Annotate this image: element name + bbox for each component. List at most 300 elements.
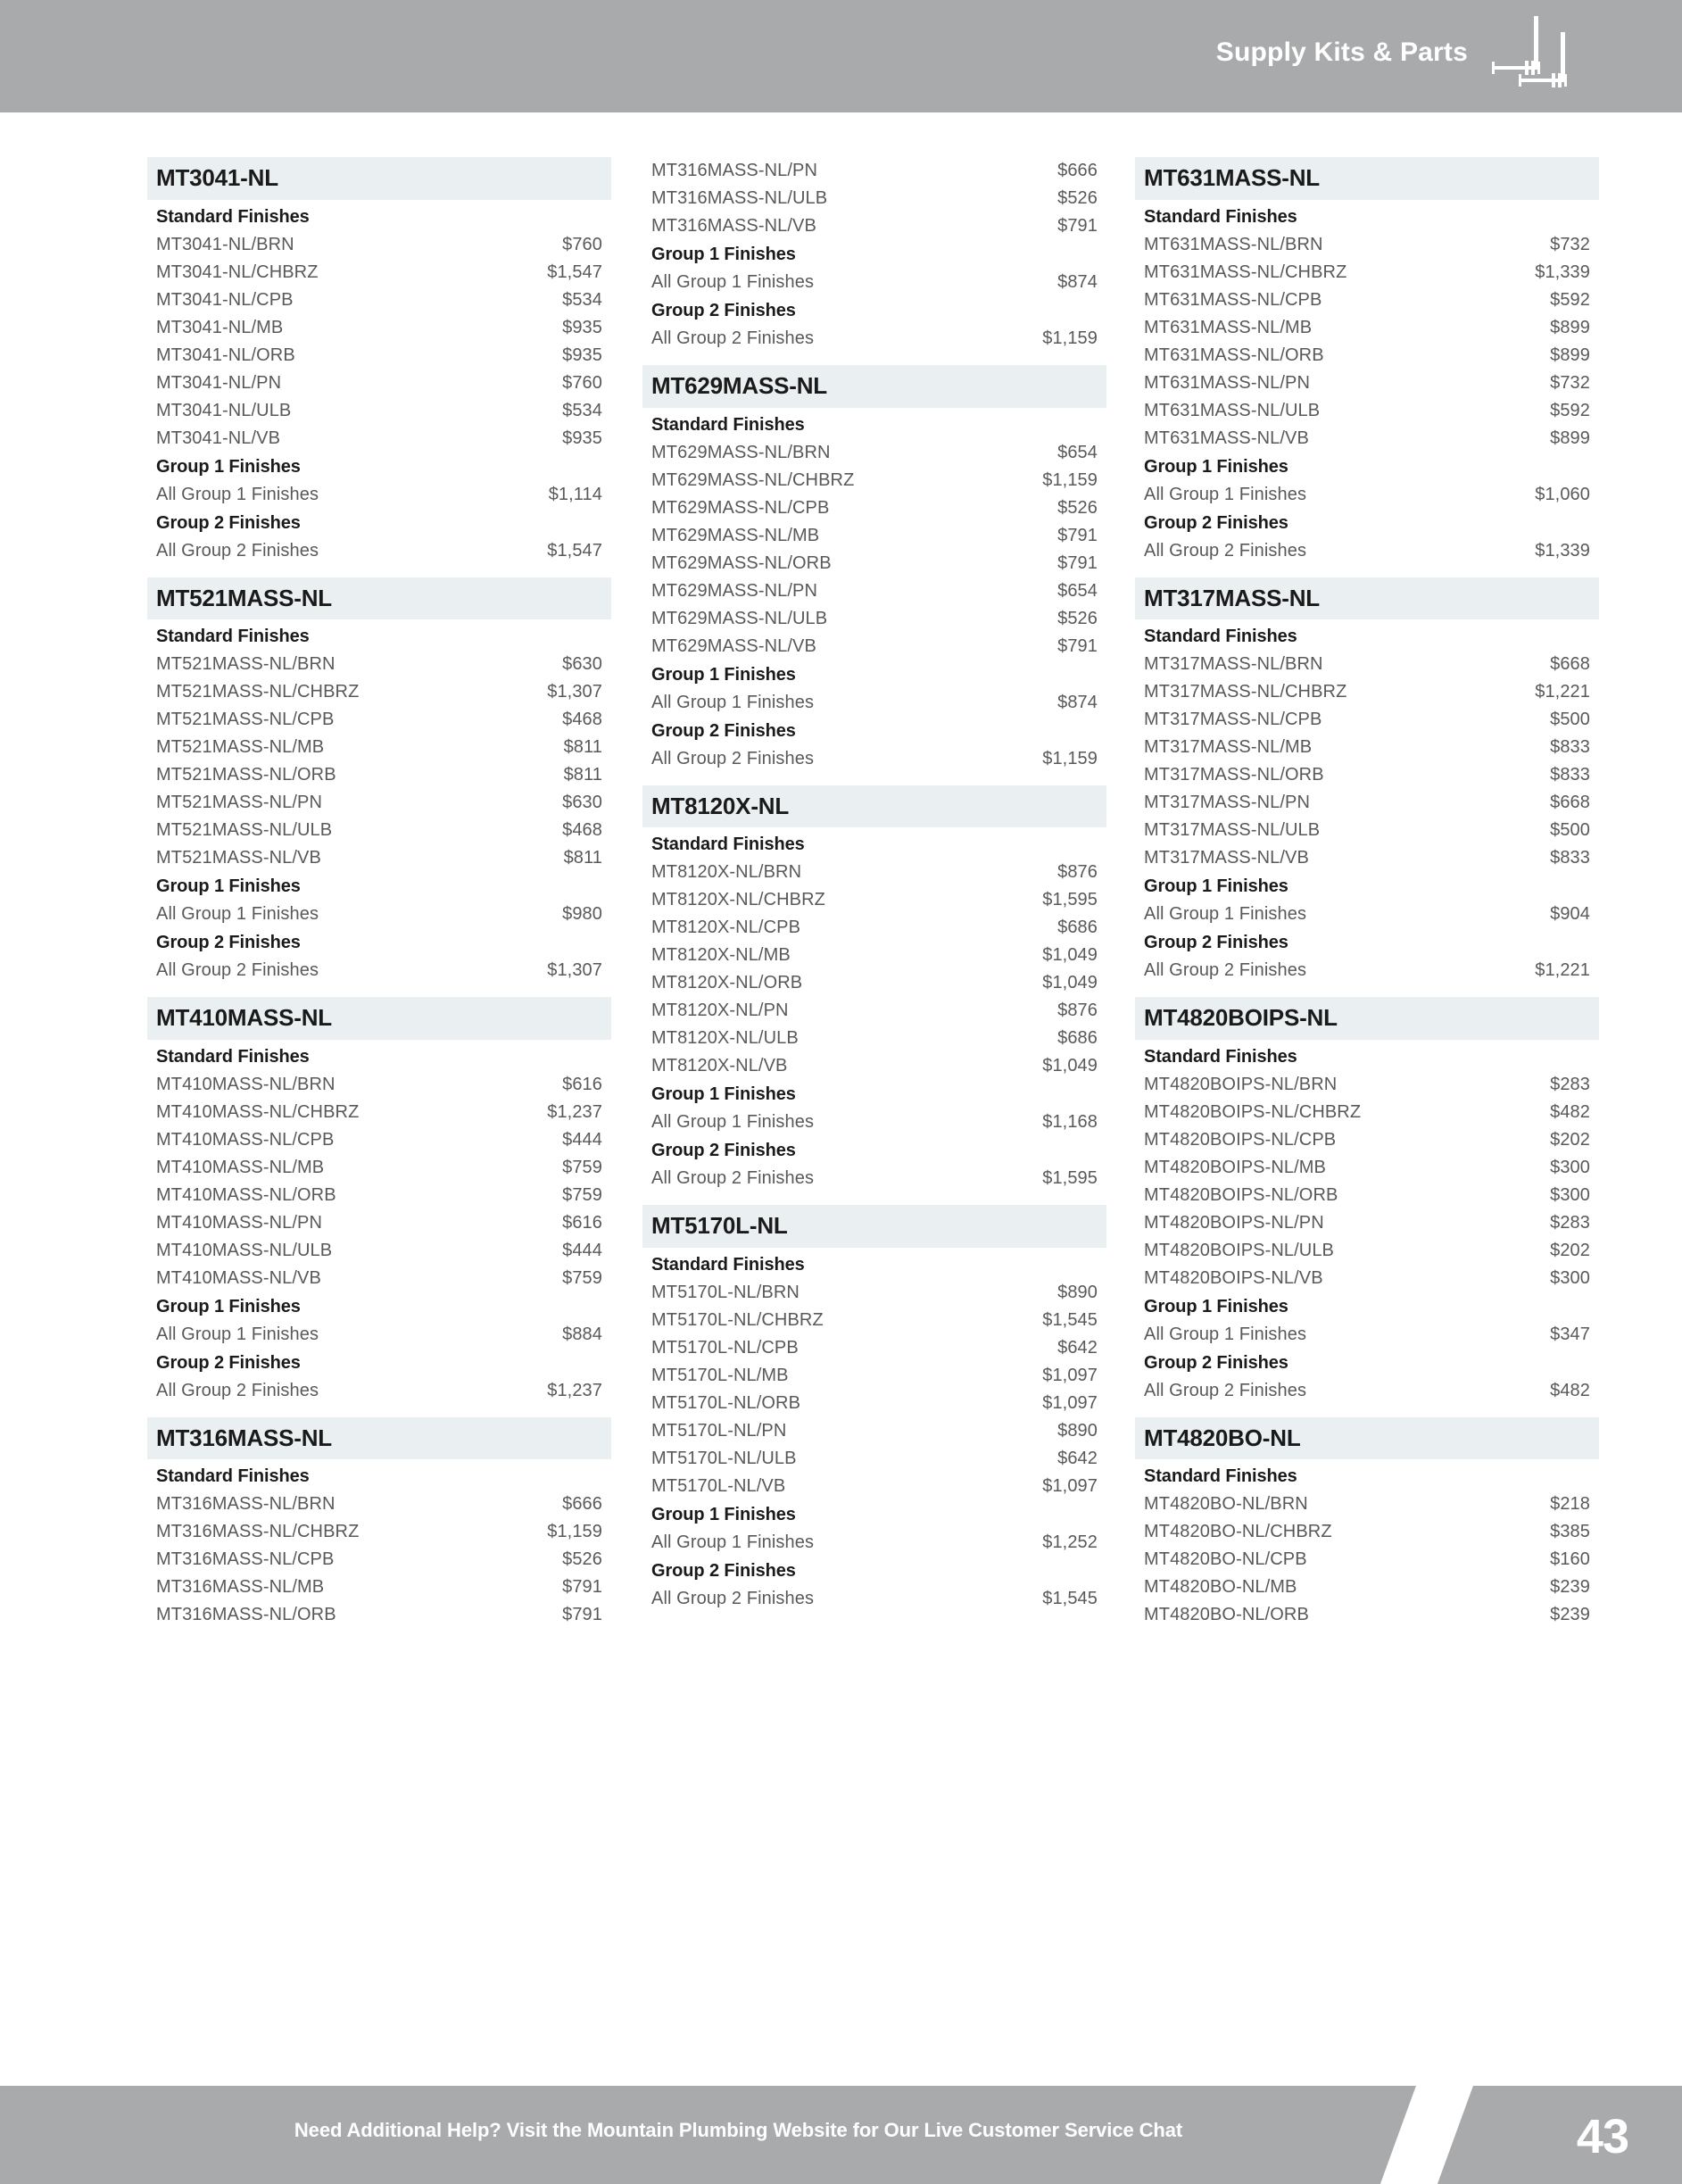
row-price: $1,049 [1042, 973, 1098, 993]
row-label: MT4820BO-NL/MB [1144, 1577, 1297, 1598]
row-price: $468 [562, 820, 602, 841]
group-2-price-row [642, 325, 1106, 353]
row-label: MT629MASS-NL/PN [651, 580, 817, 601]
row-price: $239 [1550, 1605, 1590, 1625]
finish-price-row [642, 914, 1106, 942]
finish-price-row [147, 1154, 611, 1182]
group-2-finishes-heading: Group 2 Finishes [651, 1560, 796, 1581]
row-label: MT4820BOIPS-NL/PN [1144, 1212, 1324, 1233]
finish-price-row [147, 761, 611, 789]
row-price: $526 [1057, 608, 1098, 628]
row-label: MT629MASS-NL/BRN [651, 442, 831, 462]
finish-price-row [642, 605, 1106, 633]
sku-section-header: MT410MASS-NL [147, 997, 611, 1040]
group-1-price-row [642, 689, 1106, 717]
row-label: MT5170L-NL/ULB [651, 1448, 797, 1468]
row-price: $884 [562, 1324, 602, 1344]
finish-price-row [1135, 734, 1599, 761]
finish-price-row [147, 844, 611, 872]
standard-finishes-heading: Standard Finishes [651, 1254, 805, 1275]
row-label: MT631MASS-NL/BRN [1144, 234, 1323, 254]
row-label: All Group 2 Finishes [156, 1380, 319, 1400]
group-1-price-row [147, 1321, 611, 1349]
row-label: MT3041-NL/VB [156, 428, 281, 448]
row-label: MT4820BOIPS-NL/MB [1144, 1157, 1326, 1177]
standard-finishes-heading: Standard Finishes [651, 835, 805, 855]
group-2-finishes-heading: Group 2 Finishes [1144, 933, 1288, 953]
row-label: MT521MASS-NL/PN [156, 793, 322, 813]
group-1-finishes-heading: Group 1 Finishes [156, 876, 301, 897]
row-label: All Group 1 Finishes [1144, 1324, 1307, 1344]
finish-price-row [642, 859, 1106, 886]
row-label: MT631MASS-NL/CHBRZ [1144, 262, 1347, 282]
row-label: All Group 2 Finishes [1144, 960, 1307, 981]
finish-price-row [147, 1126, 611, 1154]
row-price: $616 [562, 1074, 602, 1094]
row-price: $468 [562, 710, 602, 730]
row-label: All Group 1 Finishes [651, 272, 815, 292]
finish-price-row [642, 577, 1106, 605]
row-label: All Group 2 Finishes [651, 1588, 815, 1608]
finish-price-row [642, 997, 1106, 1025]
finish-price-row [1135, 1518, 1599, 1546]
row-price: $500 [1550, 710, 1590, 730]
row-label: MT4820BO-NL/ORB [1144, 1605, 1309, 1625]
group-1-price-row [147, 901, 611, 928]
standard-finishes-heading: Standard Finishes [1144, 627, 1297, 647]
row-label: MT410MASS-NL/MB [156, 1157, 325, 1177]
row-label: MT631MASS-NL/PN [1144, 372, 1310, 393]
row-price: $1,252 [1042, 1532, 1098, 1552]
row-price: $666 [562, 1494, 602, 1515]
standard-finishes-heading: Standard Finishes [1144, 206, 1297, 227]
row-price: $1,547 [547, 540, 602, 561]
finish-price-row [147, 1574, 611, 1601]
finish-price-row [642, 886, 1106, 914]
finish-price-row [147, 1099, 611, 1126]
finish-price-row [642, 1052, 1106, 1080]
row-price: $1,097 [1042, 1365, 1098, 1385]
finish-price-row [147, 651, 611, 678]
row-label: MT8120X-NL/BRN [651, 862, 802, 883]
group-2-finishes-heading: Group 2 Finishes [1144, 512, 1288, 533]
row-price: $876 [1057, 1001, 1098, 1021]
row-label: MT8120X-NL/CHBRZ [651, 890, 825, 910]
row-price: $759 [562, 1157, 602, 1177]
row-price: $1,545 [1042, 1588, 1098, 1608]
row-price: $1,221 [1535, 960, 1590, 981]
row-price: $890 [1057, 1420, 1098, 1441]
row-price: $791 [1057, 525, 1098, 545]
row-price: $791 [562, 1577, 602, 1598]
row-price: $791 [1057, 635, 1098, 656]
finish-price-row [1135, 1071, 1599, 1099]
finish-price-row [1135, 651, 1599, 678]
finish-price-row [147, 370, 611, 397]
row-price: $686 [1057, 918, 1098, 938]
row-label: MT5170L-NL/ORB [651, 1392, 801, 1413]
row-price: $1,307 [547, 960, 602, 981]
row-price: $283 [1550, 1212, 1590, 1233]
row-label: MT521MASS-NL/VB [156, 848, 321, 868]
row-label: MT316MASS-NL/ULB [651, 188, 828, 208]
group-1-price-row [1135, 1321, 1599, 1349]
row-price: $1,159 [1042, 748, 1098, 768]
group-1-price-row [147, 481, 611, 509]
group-2-price-row [642, 745, 1106, 773]
row-price: $300 [1550, 1157, 1590, 1177]
row-label: MT5170L-NL/CPB [651, 1337, 799, 1358]
row-price: $874 [1057, 272, 1098, 292]
row-label: All Group 1 Finishes [651, 1532, 815, 1552]
finish-price-row [642, 157, 1106, 185]
group-2-finishes-heading: Group 2 Finishes [651, 301, 796, 320]
finish-price-row [147, 1491, 611, 1518]
row-label: MT410MASS-NL/CHBRZ [156, 1101, 360, 1122]
finish-price-row [642, 439, 1106, 467]
finish-price-row [1135, 678, 1599, 706]
row-price: $1,595 [1042, 890, 1098, 910]
row-price: $654 [1057, 580, 1098, 601]
row-price: $347 [1550, 1324, 1590, 1344]
row-label: MT631MASS-NL/ORB [1144, 345, 1324, 365]
row-price: $874 [1057, 692, 1098, 712]
finish-price-row [1135, 1491, 1599, 1518]
row-label: MT410MASS-NL/PN [156, 1212, 322, 1233]
row-label: MT5170L-NL/VB [651, 1475, 786, 1496]
finish-price-row [642, 942, 1106, 969]
page-title: Supply Kits & Parts [1215, 37, 1468, 67]
row-label: MT410MASS-NL/VB [156, 1267, 321, 1288]
row-label: MT317MASS-NL/MB [1144, 737, 1313, 758]
finish-price-row [1135, 342, 1599, 370]
row-label: MT3041-NL/MB [156, 317, 284, 337]
finish-price-row [1135, 286, 1599, 314]
finish-price-row [642, 494, 1106, 522]
standard-finishes-heading: Standard Finishes [651, 414, 805, 435]
row-price: $1,049 [1042, 1056, 1098, 1076]
group-1-finishes-heading: Group 1 Finishes [156, 1296, 301, 1316]
finish-price-row [147, 342, 611, 370]
group-2-finishes-heading: Group 2 Finishes [651, 720, 796, 741]
finish-price-row [147, 734, 611, 761]
finish-price-row [1135, 425, 1599, 453]
row-label: MT410MASS-NL/ULB [156, 1240, 333, 1260]
row-price: $239 [1550, 1577, 1590, 1598]
price-list-content [0, 112, 1682, 2076]
row-label: MT8120X-NL/MB [651, 945, 791, 966]
price-column-1 [147, 157, 611, 1629]
finish-price-row [147, 425, 611, 453]
finish-price-row [147, 259, 611, 286]
row-label: MT629MASS-NL/CHBRZ [651, 469, 855, 490]
row-label: MT631MASS-NL/MB [1144, 317, 1313, 337]
group-2-price-row [147, 537, 611, 565]
finish-price-row [1135, 761, 1599, 789]
row-price: $833 [1550, 765, 1590, 785]
row-price: $616 [562, 1212, 602, 1233]
finish-price-row [642, 1334, 1106, 1362]
finish-price-row [1135, 1601, 1599, 1629]
row-price: $759 [562, 1184, 602, 1205]
row-label: MT4820BO-NL/BRN [1144, 1494, 1308, 1515]
row-price: $1,168 [1042, 1112, 1098, 1133]
finish-price-row [1135, 1265, 1599, 1292]
row-price: $300 [1550, 1267, 1590, 1288]
row-label: MT317MASS-NL/CPB [1144, 710, 1322, 730]
row-price: $899 [1550, 345, 1590, 365]
group-2-price-row [147, 1377, 611, 1405]
row-label: MT8120X-NL/CPB [651, 918, 801, 938]
finish-price-row [642, 1362, 1106, 1390]
finish-price-row [642, 1390, 1106, 1417]
group-1-finishes-heading: Group 1 Finishes [1144, 456, 1288, 477]
row-label: All Group 1 Finishes [156, 1324, 319, 1344]
finish-price-row [147, 397, 611, 425]
finish-price-row [642, 1025, 1106, 1052]
row-price: $791 [562, 1605, 602, 1625]
row-price: $1,097 [1042, 1475, 1098, 1496]
row-price: $1,221 [1535, 682, 1590, 702]
row-price: $202 [1550, 1129, 1590, 1150]
group-1-price-row [642, 1529, 1106, 1557]
finish-price-row [147, 1601, 611, 1629]
group-2-finishes-heading: Group 2 Finishes [156, 1352, 301, 1373]
finish-price-row [1135, 706, 1599, 734]
row-price: $642 [1057, 1337, 1098, 1358]
group-2-finishes-heading: Group 2 Finishes [156, 512, 301, 533]
row-price: $980 [562, 904, 602, 925]
row-price: $1,159 [1042, 328, 1098, 348]
page-footer [0, 2086, 1682, 2184]
row-label: All Group 2 Finishes [1144, 1380, 1307, 1400]
standard-finishes-heading: Standard Finishes [1144, 1466, 1297, 1487]
row-label: MT317MASS-NL/CHBRZ [1144, 682, 1347, 702]
row-label: MT316MASS-NL/CPB [156, 1549, 335, 1570]
row-label: MT316MASS-NL/MB [156, 1577, 325, 1598]
price-column-2 [642, 157, 1106, 1613]
row-price: $630 [562, 654, 602, 675]
group-2-price-row [1135, 537, 1599, 565]
row-label: MT4820BO-NL/CPB [1144, 1549, 1307, 1570]
group-2-price-row [642, 1165, 1106, 1192]
finish-price-row [147, 1265, 611, 1292]
sku-section-header: MT631MASS-NL [1135, 157, 1599, 200]
finish-price-row [642, 969, 1106, 997]
row-price: $526 [1057, 497, 1098, 518]
row-label: MT629MASS-NL/ORB [651, 552, 832, 573]
finish-price-row [642, 212, 1106, 240]
row-label: MT3041-NL/ORB [156, 345, 295, 365]
row-label: All Group 2 Finishes [156, 960, 319, 981]
row-label: All Group 2 Finishes [1144, 540, 1307, 561]
row-label: MT317MASS-NL/ULB [1144, 820, 1321, 841]
finish-price-row [1135, 1574, 1599, 1601]
row-price: $482 [1550, 1380, 1590, 1400]
finish-price-row [147, 1518, 611, 1546]
row-price: $899 [1550, 317, 1590, 337]
row-price: $811 [563, 848, 602, 868]
row-price: $890 [1057, 1282, 1098, 1302]
row-price: $1,547 [547, 262, 602, 282]
finish-price-row [1135, 1237, 1599, 1265]
group-1-price-row [1135, 481, 1599, 509]
row-label: MT3041-NL/BRN [156, 234, 294, 254]
row-label: All Group 1 Finishes [651, 1112, 815, 1133]
finish-price-row [147, 1209, 611, 1237]
row-label: All Group 1 Finishes [651, 692, 815, 712]
row-label: All Group 1 Finishes [156, 904, 319, 925]
finish-price-row [147, 1237, 611, 1265]
group-1-finishes-heading: Group 1 Finishes [1144, 876, 1288, 897]
row-label: MT631MASS-NL/CPB [1144, 289, 1322, 310]
row-price: $534 [562, 400, 602, 420]
row-price: $760 [562, 234, 602, 254]
row-label: MT4820BOIPS-NL/ULB [1144, 1240, 1334, 1260]
row-label: MT631MASS-NL/ULB [1144, 400, 1321, 420]
sku-section-header: MT4820BOIPS-NL [1135, 997, 1599, 1040]
row-price: $1,545 [1042, 1309, 1098, 1330]
row-price: $935 [562, 428, 602, 448]
row-price: $759 [562, 1267, 602, 1288]
finish-price-row [147, 231, 611, 259]
row-price: $1,114 [548, 484, 602, 504]
finish-price-row [1135, 314, 1599, 342]
group-2-finishes-heading: Group 2 Finishes [156, 933, 301, 953]
group-1-price-row [642, 1109, 1106, 1136]
row-price: $833 [1550, 737, 1590, 758]
group-2-finishes-heading: Group 2 Finishes [651, 1141, 796, 1161]
finish-price-row [147, 706, 611, 734]
row-label: MT521MASS-NL/BRN [156, 654, 336, 675]
row-price: $385 [1550, 1522, 1590, 1542]
row-label: MT317MASS-NL/ORB [1144, 765, 1324, 785]
row-label: MT629MASS-NL/ULB [651, 608, 828, 628]
row-label: MT5170L-NL/BRN [651, 1282, 800, 1302]
row-label: MT629MASS-NL/MB [651, 525, 820, 545]
row-price: $1,049 [1042, 945, 1098, 966]
page-number: 43 [1576, 2110, 1628, 2163]
row-label: MT3041-NL/PN [156, 372, 282, 393]
finish-price-row [642, 550, 1106, 577]
row-label: All Group 1 Finishes [1144, 484, 1307, 504]
sku-section-header: MT629MASS-NL [642, 365, 1106, 408]
row-price: $300 [1550, 1184, 1590, 1205]
group-2-finishes-heading: Group 2 Finishes [1144, 1352, 1288, 1373]
finish-price-row [642, 1307, 1106, 1334]
row-price: $1,159 [547, 1522, 602, 1542]
row-label: MT521MASS-NL/MB [156, 737, 325, 758]
group-1-finishes-heading: Group 1 Finishes [651, 1504, 796, 1524]
group-1-finishes-heading: Group 1 Finishes [651, 664, 796, 685]
finish-price-row [642, 522, 1106, 550]
row-price: $526 [562, 1549, 602, 1570]
finish-price-row [147, 286, 611, 314]
row-label: All Group 2 Finishes [651, 748, 815, 768]
group-1-finishes-heading: Group 1 Finishes [156, 456, 301, 477]
row-price: $935 [562, 317, 602, 337]
sku-section-header: MT317MASS-NL [1135, 577, 1599, 620]
sku-section-header: MT316MASS-NL [147, 1417, 611, 1460]
row-price: $833 [1550, 848, 1590, 868]
row-label: MT410MASS-NL/ORB [156, 1184, 336, 1205]
standard-finishes-heading: Standard Finishes [156, 627, 310, 647]
row-price: $791 [1057, 216, 1098, 236]
row-label: MT317MASS-NL/VB [1144, 848, 1309, 868]
row-price: $1,097 [1042, 1392, 1098, 1413]
row-label: MT5170L-NL/MB [651, 1365, 789, 1385]
row-price: $686 [1057, 1028, 1098, 1049]
page-header [0, 0, 1682, 112]
finish-price-row [642, 633, 1106, 660]
row-price: $482 [1550, 1101, 1590, 1122]
row-price: $732 [1550, 234, 1590, 254]
finish-price-row [147, 1071, 611, 1099]
row-label: MT8120X-NL/PN [651, 1001, 789, 1021]
row-label: MT3041-NL/CPB [156, 289, 294, 310]
row-price: $283 [1550, 1074, 1590, 1094]
finish-price-row [1135, 1209, 1599, 1237]
row-label: MT521MASS-NL/ORB [156, 765, 336, 785]
row-price: $732 [1550, 372, 1590, 393]
row-price: $654 [1057, 442, 1098, 462]
row-price: $630 [562, 793, 602, 813]
row-price: $642 [1057, 1448, 1098, 1468]
finish-price-row [1135, 1182, 1599, 1209]
row-label: MT3041-NL/CHBRZ [156, 262, 319, 282]
row-price: $534 [562, 289, 602, 310]
row-label: MT4820BOIPS-NL/VB [1144, 1267, 1323, 1288]
row-price: $160 [1550, 1549, 1590, 1570]
group-2-price-row [147, 957, 611, 984]
row-price: $218 [1550, 1494, 1590, 1515]
group-1-finishes-heading: Group 1 Finishes [651, 245, 796, 264]
plumbing-supply-valve-icon [1486, 14, 1593, 102]
finish-price-row [1135, 789, 1599, 817]
row-label: All Group 1 Finishes [156, 484, 319, 504]
row-price: $876 [1057, 862, 1098, 883]
row-label: MT3041-NL/ULB [156, 400, 292, 420]
sku-section-header: MT5170L-NL [642, 1205, 1106, 1248]
row-label: MT316MASS-NL/VB [651, 216, 816, 236]
group-1-finishes-heading: Group 1 Finishes [1144, 1296, 1288, 1316]
row-label: MT5170L-NL/CHBRZ [651, 1309, 824, 1330]
sku-section-header: MT3041-NL [147, 157, 611, 200]
row-label: All Group 1 Finishes [1144, 904, 1307, 925]
finish-price-row [1135, 370, 1599, 397]
row-price: $592 [1550, 289, 1590, 310]
standard-finishes-heading: Standard Finishes [156, 1046, 310, 1067]
row-label: MT4820BOIPS-NL/ORB [1144, 1184, 1338, 1205]
sku-section-header: MT4820BO-NL [1135, 1417, 1599, 1460]
finish-price-row [147, 789, 611, 817]
row-price: $1,339 [1535, 540, 1590, 561]
finish-price-row [147, 314, 611, 342]
finish-price-row [1135, 817, 1599, 844]
row-price: $1,307 [547, 682, 602, 702]
row-label: MT5170L-NL/PN [651, 1420, 787, 1441]
group-1-finishes-heading: Group 1 Finishes [651, 1084, 796, 1105]
row-price: $666 [1057, 161, 1098, 180]
finish-price-row [1135, 1154, 1599, 1182]
row-label: All Group 2 Finishes [651, 1168, 815, 1189]
row-label: MT316MASS-NL/PN [651, 161, 817, 180]
finish-price-row [1135, 1126, 1599, 1154]
row-price: $526 [1057, 188, 1098, 208]
row-label: MT631MASS-NL/VB [1144, 428, 1309, 448]
group-2-price-row [642, 1585, 1106, 1613]
standard-finishes-heading: Standard Finishes [156, 1466, 310, 1487]
